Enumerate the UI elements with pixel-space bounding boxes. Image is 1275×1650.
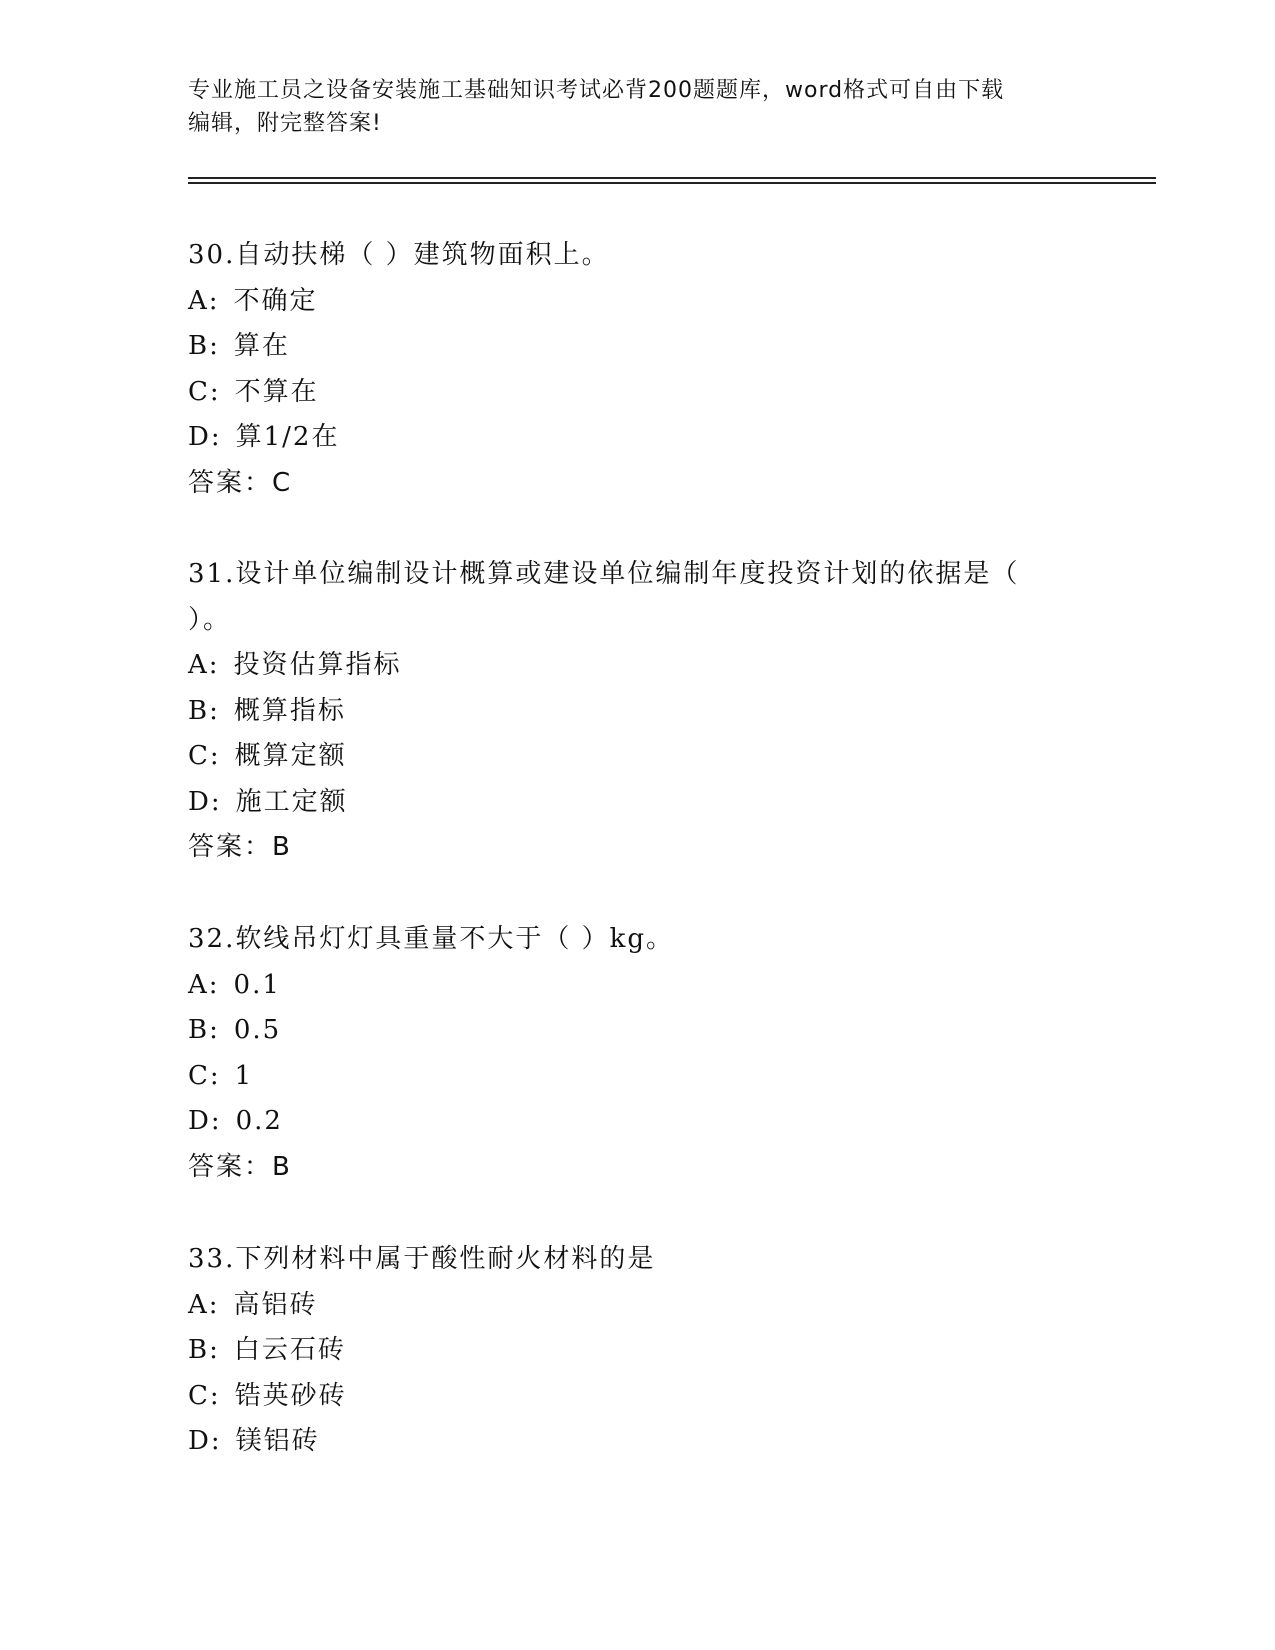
- question-31: [188, 552, 1068, 871]
- option-letter: A:: [188, 969, 220, 1000]
- option-text: 1: [234, 1060, 254, 1091]
- option-text: 不算在: [234, 376, 319, 407]
- option-letter: C:: [188, 376, 221, 407]
- option-d: [188, 1099, 1068, 1145]
- option-c: [188, 1374, 1068, 1420]
- option-c: [188, 1054, 1068, 1100]
- option-d: [188, 415, 1068, 461]
- option-letter: C:: [188, 1380, 221, 1411]
- option-a: [188, 963, 1068, 1009]
- option-text: 施工定额: [235, 786, 348, 817]
- option-letter: D:: [188, 422, 222, 452]
- option-a: [188, 279, 1068, 325]
- option-a: [188, 643, 1068, 689]
- header-line-2: 编辑，附完整答案!: [188, 111, 382, 136]
- answer-label: 答案：C: [188, 467, 293, 498]
- question-stem: 31.设计单位编制设计概算或建设单位编制年度投资计划的依据是（ ）。: [188, 559, 1020, 635]
- option-text: 镁铝砖: [235, 1426, 320, 1456]
- option-text: 算1/2在: [235, 422, 340, 452]
- option-text: 算在: [233, 331, 290, 361]
- option-b: [188, 324, 1068, 370]
- option-text: 投资估算指标: [233, 650, 402, 680]
- question-stem: 32.软线吊灯灯具重量不大于（ ）kg。: [188, 924, 675, 954]
- option-letter: A:: [188, 285, 220, 316]
- header-divider-top: [188, 177, 1156, 179]
- option-letter: C:: [188, 741, 221, 771]
- option-c: [188, 734, 1068, 780]
- option-text: 0.1: [233, 969, 281, 1000]
- question-stem: 30.自动扶梯（ ）建筑物面积上。: [188, 240, 610, 270]
- option-text: 概算指标: [233, 695, 346, 726]
- document-header: [188, 74, 1088, 140]
- question-32: [188, 917, 1068, 1190]
- answer-label: 答案：B: [188, 832, 292, 862]
- answer-label: 答案：B: [188, 1151, 292, 1182]
- option-c: [188, 370, 1068, 416]
- option-letter: A:: [188, 1289, 220, 1320]
- option-letter: C:: [188, 1060, 221, 1091]
- option-text: 0.5: [233, 1015, 282, 1045]
- option-letter: B:: [188, 1015, 220, 1045]
- option-text: 锆英砂砖: [234, 1380, 347, 1411]
- option-text: 不确定: [233, 285, 318, 316]
- option-letter: D:: [188, 1106, 222, 1136]
- option-b: [188, 1008, 1068, 1054]
- option-b: [188, 1328, 1068, 1374]
- option-text: 高铝砖: [233, 1289, 318, 1320]
- option-text: 0.2: [235, 1106, 283, 1136]
- option-letter: A:: [188, 650, 220, 680]
- option-b: [188, 689, 1068, 735]
- header-divider-bottom: [188, 182, 1156, 184]
- header-line-1: 专业施工员之设备安装施工基础知识考试必背200题题库，word格式可自由下载: [188, 78, 1005, 103]
- option-letter: D:: [188, 786, 222, 817]
- option-d: [188, 780, 1068, 826]
- option-d: [188, 1419, 1068, 1465]
- option-text: 白云石砖: [233, 1335, 346, 1365]
- option-letter: B:: [188, 331, 220, 361]
- option-a: [188, 1283, 1068, 1329]
- option-letter: B:: [188, 1335, 220, 1365]
- question-stem: 33.下列材料中属于酸性耐火材料的是: [188, 1244, 656, 1274]
- option-letter: D:: [188, 1426, 222, 1456]
- question-30: [188, 233, 1068, 506]
- question-33: [188, 1237, 1068, 1465]
- option-text: 概算定额: [234, 741, 347, 771]
- option-letter: B:: [188, 695, 220, 726]
